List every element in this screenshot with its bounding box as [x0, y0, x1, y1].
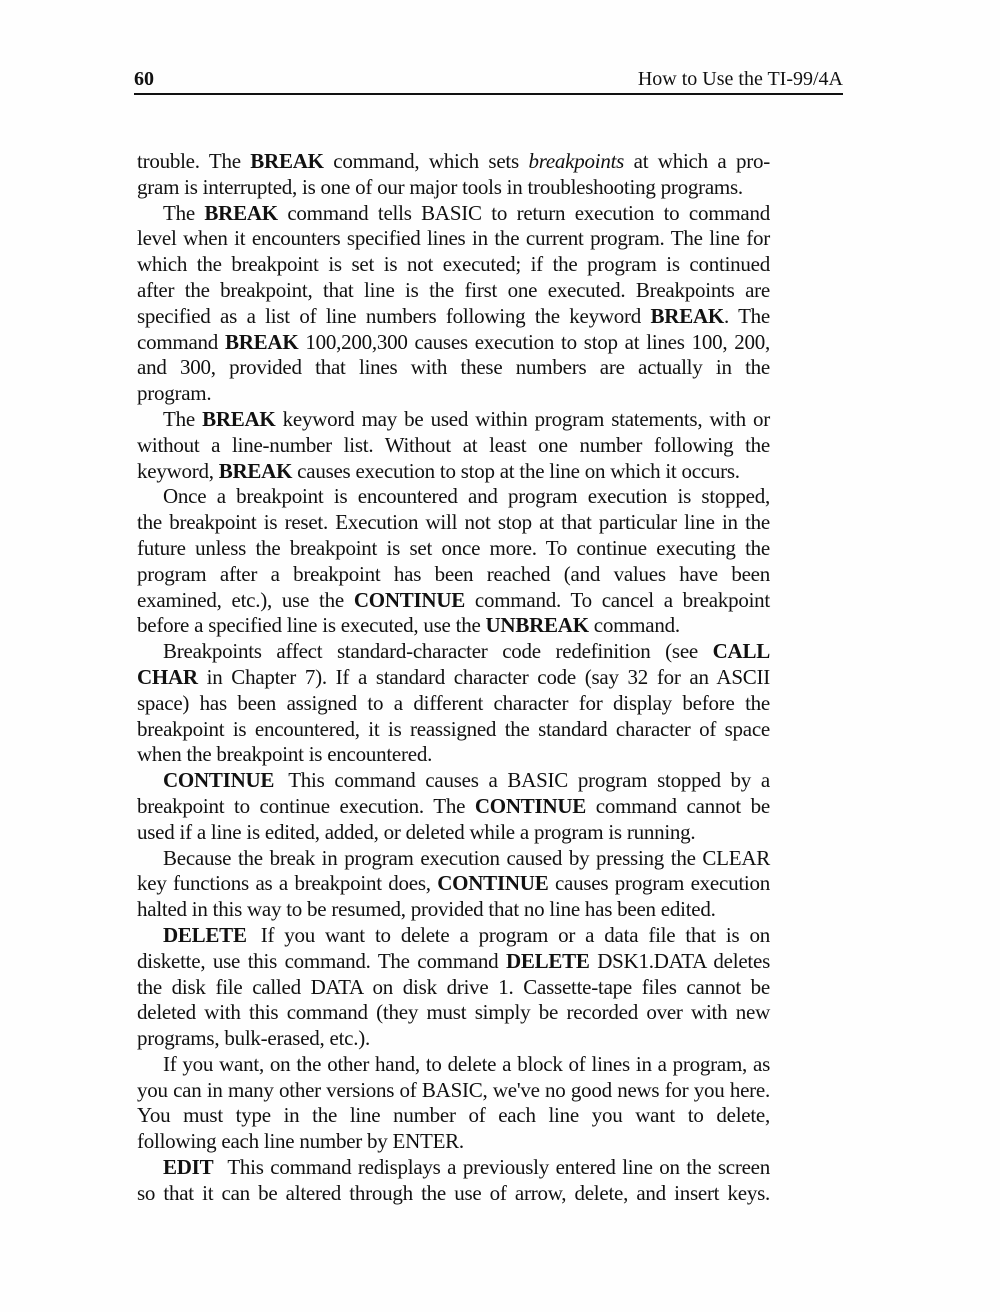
running-title: How to Use the TI-99/4A [637, 68, 843, 90]
bold-term: DELETE [163, 922, 247, 947]
text-run: breakpoint is encountered, it is reassigned the standard character of space [137, 716, 770, 741]
bold-term: DELETE [505, 948, 590, 973]
text-line [137, 1052, 770, 1078]
italic-term: breakpoints [528, 149, 625, 173]
text-run: You must type in the line number of each line you want to delete, [137, 1103, 770, 1128]
text-line [137, 1026, 770, 1052]
text-line [137, 1155, 770, 1181]
text-run: Because the break in program execution caused by pressing the CLEAR [163, 845, 770, 870]
text-run: when the breakpoint is encountered. [137, 742, 433, 767]
text-line [137, 975, 770, 1001]
text-run: the disk file called DATA on disk drive 1. Cassette-tape files cannot be [137, 974, 770, 999]
text-line [137, 175, 770, 201]
text-line [137, 252, 770, 278]
text-run: after the breakpoint, that line is the first one executed. Breakpoints are [137, 277, 770, 302]
body-text [137, 149, 770, 1207]
text-run: command. [588, 613, 680, 638]
text-line [137, 226, 770, 252]
text-line [137, 717, 770, 743]
text-line [137, 639, 770, 665]
text-line [137, 588, 770, 614]
text-run: 100,200,300 causes execution to stop at lines 100, 200, [298, 329, 770, 354]
text-run: Once a breakpoint is encountered and program execution is stopped, [163, 484, 770, 509]
text-run: breakpoint to continue execution. The [137, 793, 475, 818]
text-run: which the breakpoint is set is not executed; if the program is continued [137, 252, 770, 277]
text-run: programs, bulk-erased, etc.). [137, 1026, 370, 1051]
text-run: command cannot be [586, 793, 771, 818]
bold-term: BREAK [224, 329, 299, 354]
bold-term: BREAK [650, 303, 724, 328]
text-run: command, which sets [323, 149, 529, 173]
text-line [137, 923, 770, 949]
text-line [137, 510, 770, 536]
header-rule [134, 93, 843, 95]
text-line [137, 1181, 770, 1207]
text-line [137, 1129, 770, 1155]
text-run: future unless the breakpoint is set once more. To continue executing the [137, 535, 770, 560]
text-line [137, 433, 770, 459]
text-run: used if a line is edited, added, or deleted while a program is running. [137, 819, 696, 844]
text-line [137, 330, 770, 356]
text-line [137, 562, 770, 588]
page-number: 60 [134, 68, 154, 90]
text-run: examined, etc.), use the [137, 587, 354, 612]
bold-term: UNBREAK [485, 613, 589, 638]
text-run: Breakpoints affect standard-character code redefinition (see [163, 639, 713, 664]
text-run: This command redisplays a previously entered line on the screen [227, 1155, 770, 1180]
text-line [137, 278, 770, 304]
text-run: deleted with this command (they must simply be recorded over with new [137, 1000, 770, 1025]
bold-term: CHAR [137, 664, 198, 689]
text-run: gram is interrupted, is one of our major tools in troubleshooting programs. [137, 174, 743, 199]
bold-term: CONTINUE [163, 768, 275, 793]
text-line [137, 201, 770, 227]
text-run: following each line number by ENTER. [137, 1129, 464, 1154]
bold-term: CONTINUE [353, 587, 465, 612]
text-run: diskette, use this command. The command [137, 948, 506, 973]
text-run: keyword, [137, 458, 219, 483]
text-line [137, 407, 770, 433]
text-line [137, 897, 770, 923]
text-run: causes execution to stop at the line on which it occurs. [292, 458, 740, 483]
text-run: program. [137, 381, 212, 406]
text-line [137, 1000, 770, 1026]
text-run: halted in this way to be resumed, provided that no line has been edited. [137, 897, 716, 922]
text-line [137, 949, 770, 975]
text-line [137, 846, 770, 872]
text-run: level when it encounters specified lines in the current program. The line for [137, 226, 770, 251]
bold-term: BREAK [250, 149, 324, 173]
text-line [137, 1078, 770, 1104]
text-run: the breakpoint is reset. Execution will not stop at that particular line in the [137, 510, 770, 535]
text-run: DSK1.DATA deletes [589, 948, 770, 973]
text-run: before a specified line is executed, use the [137, 613, 486, 638]
text-run: . The [723, 303, 770, 328]
text-line [137, 381, 770, 407]
bold-term: BREAK [218, 458, 293, 483]
bold-term: BREAK [204, 200, 278, 225]
text-run: at which a pro- [624, 149, 770, 173]
text-line [137, 665, 770, 691]
text-line [137, 613, 770, 639]
text-run: causes program execution [548, 871, 770, 896]
text-run: keyword may be used within program statements, with or [275, 406, 771, 431]
bold-term: CONTINUE [437, 871, 549, 896]
text-run: command. To cancel a breakpoint [465, 587, 770, 612]
text-run: If you want to delete a program or a data file that is on [260, 922, 770, 947]
text-run: The [163, 406, 203, 431]
text-line [137, 1103, 770, 1129]
text-run: so that it can be altered through the use of arrow, delete, and insert keys. [137, 1180, 770, 1205]
text-run: This command causes a BASIC program stopped by a [288, 768, 770, 793]
page-header [134, 64, 843, 94]
text-run: command tells BASIC to return execution to command [277, 200, 770, 225]
text-line [137, 691, 770, 717]
text-run: you can in many other versions of BASIC, we've no good news for you here. [137, 1077, 770, 1102]
text-run: The [163, 200, 205, 225]
text-run: command [137, 329, 225, 354]
text-line [137, 820, 770, 846]
text-run: space) has been assigned to a different character for display before the [137, 690, 770, 715]
text-run: and 300, provided that lines with these numbers are actually in the [137, 355, 770, 380]
bold-term: BREAK [202, 406, 276, 431]
text-line [137, 149, 770, 175]
text-run: program after a breakpoint has been reached (and values have been [137, 561, 770, 586]
text-line [137, 871, 770, 897]
text-run: without a line-number list. Without at least one number following the [137, 432, 770, 457]
text-run: key functions as a breakpoint does, [137, 871, 438, 896]
text-run: trouble. The [137, 149, 251, 173]
text-run: If you want, on the other hand, to delete a block of lines in a program, as [163, 1051, 770, 1076]
text-line [137, 536, 770, 562]
text-run: in Chapter 7). If a standard character code (say 32 for an ASCII [197, 664, 770, 689]
bold-term: CALL [712, 639, 770, 664]
text-line [137, 355, 770, 381]
text-line [137, 768, 770, 794]
text-line [137, 484, 770, 510]
text-line [137, 742, 770, 768]
text-line [137, 459, 770, 485]
text-line [137, 304, 770, 330]
text-run: specified as a list of line numbers following the keyword [137, 303, 651, 328]
bold-term: CONTINUE [474, 793, 587, 818]
text-line [137, 794, 770, 820]
bold-term: EDIT [163, 1155, 214, 1180]
